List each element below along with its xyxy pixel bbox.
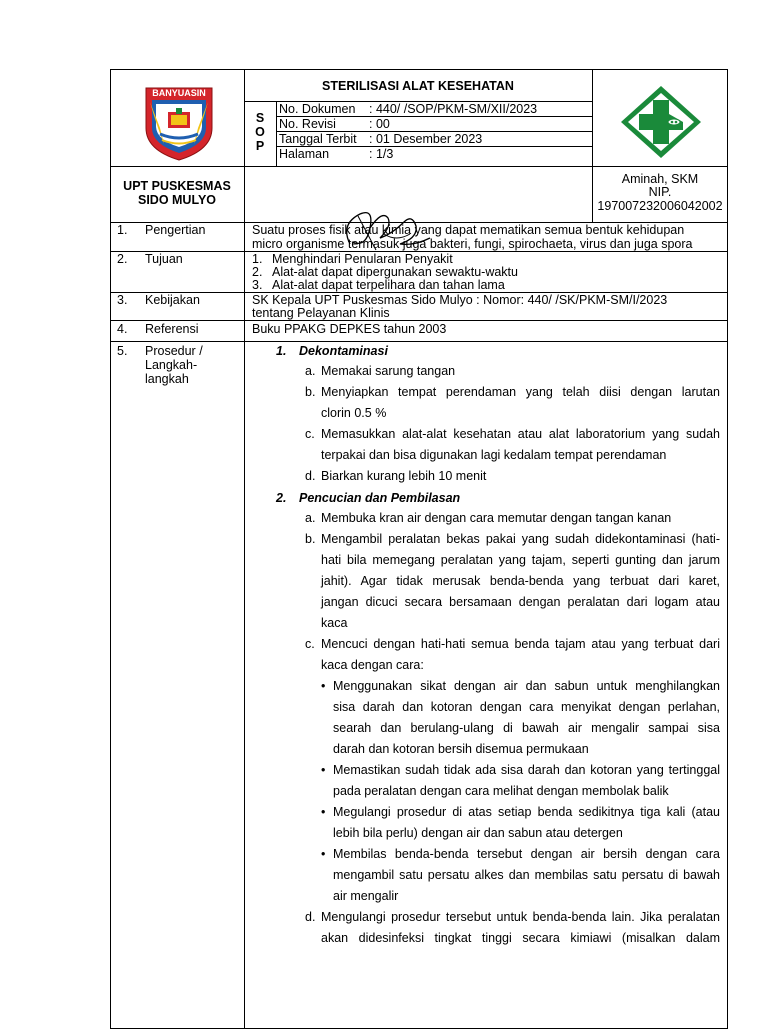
bullet-text: Menggunakan sikat dengan air dan sabun untuk menghilangkan <box>333 679 720 693</box>
divider <box>110 166 728 167</box>
bullet-text: pada peralatan dengan cara melihat dengan membolak balik <box>333 784 669 798</box>
section-number: 1. <box>276 344 287 358</box>
sop-letter-s: S <box>255 111 265 125</box>
row-label-kebijakan: Kebijakan <box>145 293 200 307</box>
row-number-tujuan: 2. <box>117 252 128 266</box>
pengertian-text-line1: Suatu proses fisik atau kimia yang dapat mematikan semua bentuk kehidupan <box>252 223 685 237</box>
row-number-kebijakan: 3. <box>117 293 128 307</box>
bullet-icon: • <box>321 763 326 777</box>
step-letter: a. <box>305 511 316 525</box>
step-text: Mengambil peralatan bekas pakai yang sudah didekontaminasi (hati- <box>321 532 720 546</box>
step-text: Memasukkan alat-alat kesehatan atau alat laboratorium yang sudah <box>321 427 720 441</box>
bullet-text: darah dan kotoran bersih disemua permukaan <box>333 742 589 756</box>
tujuan-item-text: Alat-alat dapat dipergunakan sewaktu-waktu <box>272 265 518 279</box>
row-label-prosedur-line1: Prosedur / <box>145 344 203 358</box>
signer-nip-label: NIP. <box>648 185 672 199</box>
bullet-text: Membilas benda-benda tersebut dengan air bersih dengan cara <box>333 847 720 861</box>
kebijakan-text-line1: SK Kepala UPT Puskesmas Sido Mulyo : Nomor: 440/ /SK/PKM-SM/I/2023 <box>252 293 668 307</box>
meta-label-halaman: Halaman <box>279 147 330 161</box>
step-letter: a. <box>305 364 316 378</box>
bullet-text: air mengalir <box>333 889 399 903</box>
step-letter: b. <box>305 532 316 546</box>
referensi-text: Buku PPAKG DEPKES tahun 2003 <box>252 322 447 336</box>
meta-value-no-dokumen: : 440/ /SOP/PKM-SM/XII/2023 <box>369 102 538 116</box>
row-label-referensi: Referensi <box>145 322 199 336</box>
bullet-text: searah dan berulang-ulang di bawah air mengalir sampai sisa <box>333 721 720 735</box>
step-text: Biarkan kurang lebih 10 menit <box>321 469 487 483</box>
row-label-pengertian: Pengertian <box>145 223 206 237</box>
org-name-line2: SIDO MULYO <box>137 193 217 207</box>
bullet-icon: • <box>321 679 326 693</box>
divider <box>276 101 277 166</box>
sop-letter-p: P <box>255 139 265 153</box>
step-letter: b. <box>305 385 316 399</box>
tujuan-item-text: Menghindari Penularan Penyakit <box>272 252 453 266</box>
step-letter: d. <box>305 910 316 924</box>
step-text: kaca <box>321 616 348 630</box>
meta-label-no-dokumen: No. Dokumen <box>279 102 356 116</box>
pengertian-text-line2: micro organisme termasuk juga bakteri, fungi, spirochaeta, virus dan juga spora <box>252 237 693 251</box>
row-number-referensi: 4. <box>117 322 128 336</box>
logo-banner-text: BANYUASIN <box>152 88 206 98</box>
tujuan-item-number: 3. <box>252 278 263 292</box>
bullet-text: mengambil satu persatu alkes dan membilas satu persatu di bawah <box>333 868 720 882</box>
row-label-prosedur-line2: Langkah- <box>145 358 198 372</box>
step-text: kaca dengan cara: <box>321 658 424 672</box>
kebijakan-text-line2: tentang Pelayanan Klinis <box>252 306 390 320</box>
divider <box>110 341 728 342</box>
meta-value-no-revisi: : 00 <box>369 117 390 131</box>
bullet-text: lebih bila perlu) dengan air dan sabun atau detergen <box>333 826 623 840</box>
meta-label-tanggal-terbit: Tanggal Terbit <box>279 132 357 146</box>
bullet-text: Memastikan sudah tidak ada sisa darah dan kotoran yang tertinggal <box>333 763 720 777</box>
meta-value-halaman: : 1/3 <box>369 147 394 161</box>
row-number-prosedur: 5. <box>117 344 128 358</box>
step-text: Membuka kran air dengan cara memutar dengan tangan kanan <box>321 511 672 525</box>
section-number: 2. <box>276 491 287 505</box>
step-text: Mengulangi prosedur tersebut untuk benda-benda lain. Jika peralatan <box>321 910 720 924</box>
signer-nip: 197007232006042002 <box>597 199 723 213</box>
bullet-icon: • <box>321 847 326 861</box>
step-text: jahit). Agar tidak merusak benda-benda yang terbuat dari karet, <box>321 574 720 588</box>
step-text: terpakai dan bisa digunakan lagi kedalam tempat perendaman <box>321 448 667 462</box>
meta-label-no-revisi: No. Revisi <box>279 117 336 131</box>
step-text: Memakai sarung tangan <box>321 364 456 378</box>
divider <box>244 222 245 1029</box>
bullet-text: Megulangi prosedur di atas setiap benda sedikitnya tiga kali (atau <box>333 805 720 819</box>
divider <box>110 320 728 321</box>
row-label-tujuan: Tujuan <box>145 252 183 266</box>
document-title: STERILISASI ALAT KESEHATAN <box>322 79 514 93</box>
step-text: Mencuci dengan hati-hati semua benda tajam atau yang terbuat dari <box>321 637 720 651</box>
tujuan-item-text: Alat-alat dapat terpelihara dan tahan lama <box>272 278 505 292</box>
sop-letter-o: O <box>255 125 265 139</box>
meta-value-tanggal-terbit: : 01 Desember 2023 <box>369 132 483 146</box>
step-text: akan didesinfeksi tingkat tinggi secara kimiawi (misalkan dalam <box>321 931 720 945</box>
row-number-pengertian: 1. <box>117 223 128 237</box>
org-name-line1: UPT PUSKESMAS <box>123 179 231 193</box>
step-letter: c. <box>305 637 315 651</box>
bullet-text: sisa darah dan kotoran dengan cara menyikat dengan perlahan, <box>333 700 720 714</box>
step-text: Menyiapkan tempat perendaman yang telah diisi dengan larutan <box>321 385 720 399</box>
tujuan-item-number: 2. <box>252 265 263 279</box>
section-title-dekontaminasi: Dekontaminasi <box>299 344 388 358</box>
puskesmas-logo <box>619 84 703 160</box>
row-label-prosedur-line3: langkah <box>145 372 189 386</box>
step-letter: d. <box>305 469 316 483</box>
step-text: jangan dicuci secara bersamaan dengan peralatan dari logam atau <box>321 595 720 609</box>
step-text: clorin 0.5 % <box>321 406 387 420</box>
step-text: hati bila memegang peralatan yang tajam, seperti gunting dan jarum <box>321 553 720 567</box>
bullet-icon: • <box>321 805 326 819</box>
step-letter: c. <box>305 427 315 441</box>
signer-name: Aminah, SKM <box>621 172 699 186</box>
section-title-pencucian: Pencucian dan Pembilasan <box>299 491 461 505</box>
tujuan-item-number: 1. <box>252 252 263 266</box>
